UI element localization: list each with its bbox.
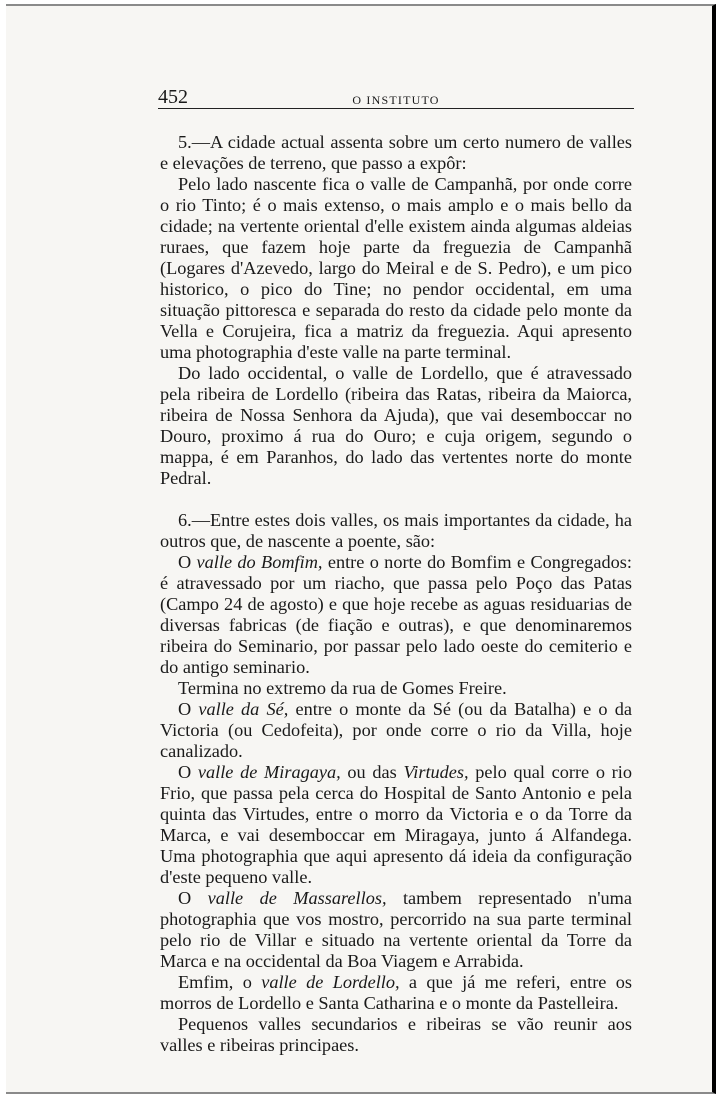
paragraph [160,174,632,363]
text-run: 6.—Entre estes dois valles, os mais importantes da cidade, ha outros que, de nascente a poente, são: [160,510,632,551]
text-run: entre o norte do Bomfim e Congregados: é atravessado por um riacho, que passa pelo Poço das Patas (Campo 24 de agosto) e que hoje recebe as aguas residuarias de diversas fabricas (de fiação e outras), e que denominaremos ribeira do Seminario, por passar pelo lado oeste do cemiterio e do antigo seminario. [160,552,632,677]
page-number: 452 [158,86,188,108]
italic-term: Virtudes, [403,762,469,782]
paragraph [160,132,632,174]
text-run: Termina no extremo da rua de Gomes Freire. [178,678,507,698]
text-run: O [178,762,198,782]
text-run: Do lado occidental, o valle de Lordello, que é atravessado pela ribeira de Lordello (ribeira das Ratas, ribeira da Maiorca, ribeira de Nossa Senhora da Ajuda), que vai desemboccar no Douro, proximo á rua do Ouro; e cuja origem, segundo o mappa, é em Paranhos, do lado das vertentes norte do monte Pedral. [160,363,632,488]
running-title: O INSTITUTO [352,93,440,107]
page-header [158,80,634,109]
italic-term: valle de Massarellos, [207,888,387,908]
text-run: pelo qual corre o rio Frio, que passa pela cerca do Hospital de Santo Antonio e pela quinta das Virtudes, entre o morro da Victoria e o da Torre da Marca, e vai desemboccar em Miragaya, junto á Alfandega. Uma photographia que aqui apresento dá ideia da configuração d'este pequeno valle. [160,762,632,887]
italic-term: valle de Lordello, [261,972,400,992]
body-text [160,132,632,1056]
text-run: O [178,888,208,908]
text-run: ou das [340,762,404,782]
text-run: O [178,699,199,719]
paragraph [160,552,632,678]
text-run: O [178,552,197,572]
italic-term: valle do Bomfim, [196,552,323,572]
book-page [6,4,716,1094]
paragraph [160,510,632,552]
text-run: Pelo lado nascente fica o valle de Campanhã, por onde corre o rio Tinto; é o mais extenso, o mais amplo e o mais bello da cidade; na vertente oriental d'elle existem ainda algumas aldeias ruraes, que fazem hoje parte da freguezia de Campanhã (Logares d'Azevedo, largo do Meiral e de S. Pedro), e um pico historico, o pico do Tine; no pendor occidental, em uma situação pittoresca e separada do resto da cidade pelo monte da Vella e Corujeira, fica a matriz da freguezia. Aqui apresento uma photographia d'este valle na parte terminal. [160,174,632,362]
text-run: tambem representado n'uma photographia que vos mostro, percorrido na sua parte terminal pelo rio de Villar e situado na vertente oriental da Torre da Marca e na occidental da Boa Viagem e Arrabida. [160,888,632,971]
paragraph [160,678,632,699]
text-run: 5.—A cidade actual assenta sobre um certo numero de valles e elevações de terreno, que passo a expôr: [160,132,632,173]
paragraph [160,972,632,1014]
text-run: entre o monte da Sé (ou da Batalha) e o da Victoria (ou Cedofeita), por onde corre o rio da Villa, hoje canalizado. [160,699,632,761]
paragraph [160,1014,632,1056]
paragraph [160,699,632,762]
text-run: a que já me referi, entre os morros de Lordello e Santa Catharina e o monte da Pastelleira. [160,972,633,1013]
text-run: Pequenos valles secundarios e ribeiras se vão reunir aos valles e ribeiras principaes. [160,1014,632,1055]
italic-term: valle da Sé, [198,699,289,719]
text-run: Emfim, o [178,972,262,992]
paragraph [160,762,632,888]
paragraph [160,888,632,972]
paragraph [160,363,632,489]
italic-term: valle de Miragaya, [197,762,341,782]
